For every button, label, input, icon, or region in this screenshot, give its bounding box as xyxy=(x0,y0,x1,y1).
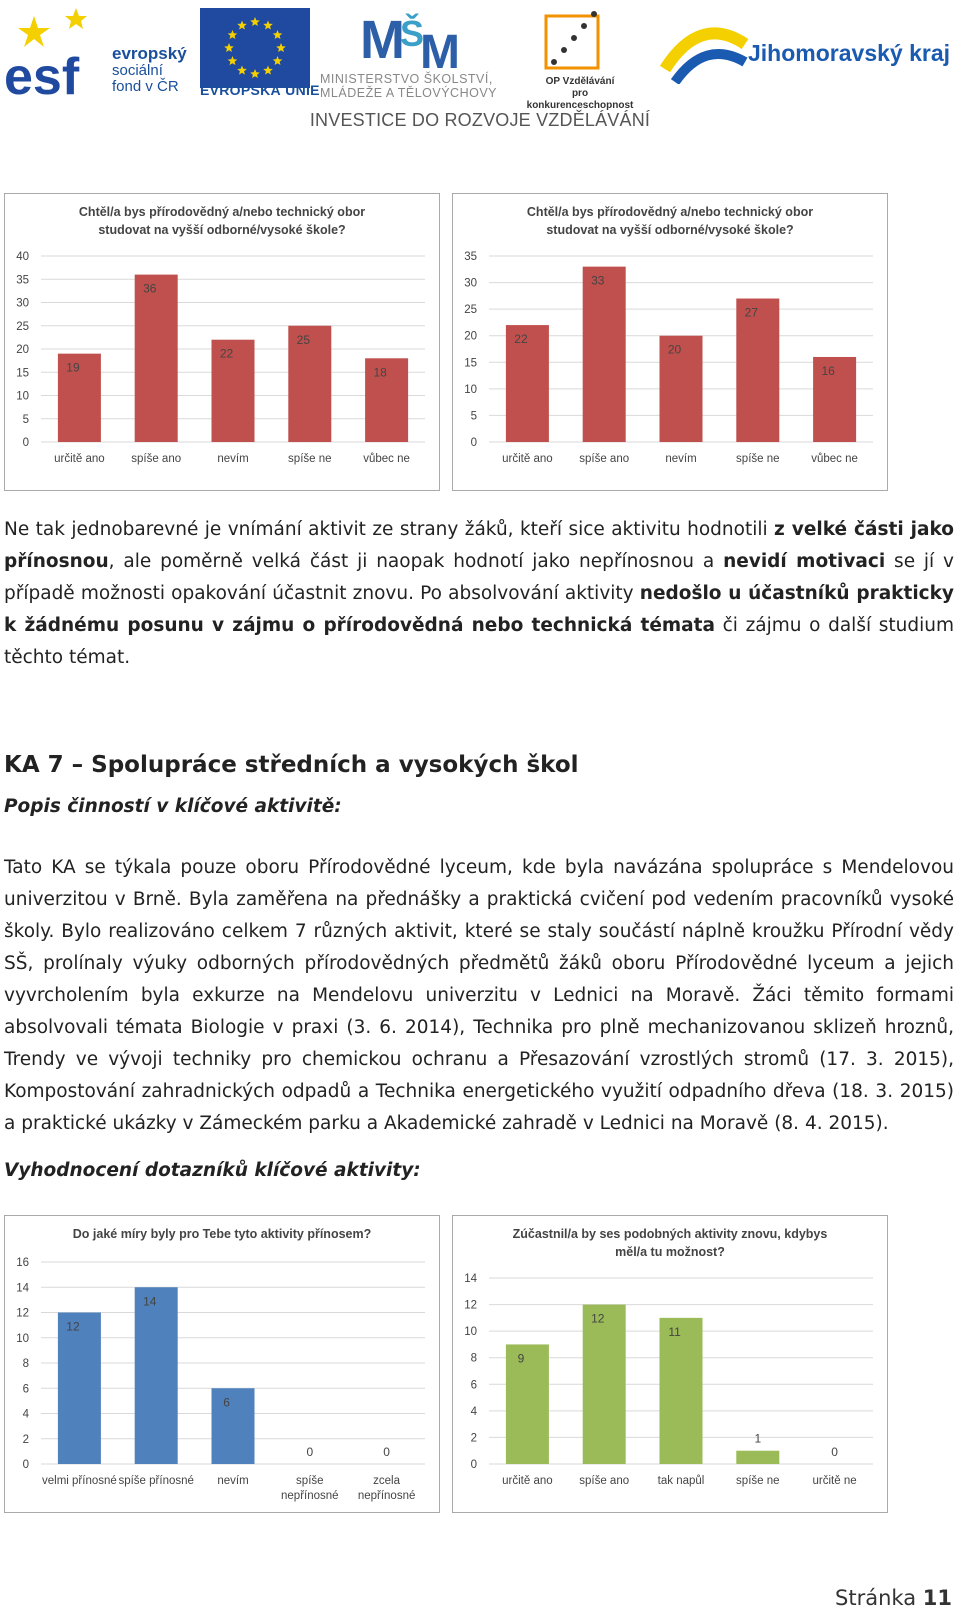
data-label: 36 xyxy=(143,281,157,296)
chart-participate-again xyxy=(452,1215,888,1513)
esf-text: evropský sociální fond v ČR xyxy=(112,44,187,95)
questionnaire-evaluation-subheading: Vyhodnocení dotazníků klíčové aktivity: xyxy=(4,1160,421,1181)
y-tick-label: 20 xyxy=(16,344,29,356)
data-label: 18 xyxy=(373,365,387,380)
y-tick-label: 5 xyxy=(22,413,29,426)
y-tick-label: 20 xyxy=(464,330,477,343)
x-tick-label: vůbec ne xyxy=(811,453,858,465)
data-label: 12 xyxy=(66,1319,80,1334)
bar xyxy=(659,1318,702,1464)
bar xyxy=(736,1451,779,1464)
x-tick-label: spíše ano xyxy=(579,1475,630,1487)
bar xyxy=(736,299,779,442)
x-tick-label: tak napůl xyxy=(657,1475,705,1487)
data-label: 0 xyxy=(306,1445,314,1459)
bar xyxy=(506,1344,549,1464)
page-label: Stránka xyxy=(835,1586,917,1610)
y-tick-label: 25 xyxy=(464,304,477,317)
op-logo xyxy=(540,6,612,78)
chart-svg xyxy=(453,194,887,490)
jihomoravsky-kraj-label: Jihomoravský kraj xyxy=(748,40,951,66)
y-tick-label: 6 xyxy=(470,1379,477,1392)
y-tick-label: 12 xyxy=(16,1307,29,1320)
data-label: 33 xyxy=(591,273,605,288)
chart-svg xyxy=(5,194,439,490)
activity-description-paragraph: Tato KA se týkala pouze oboru Přírodovědné lyceum, kde byla navázána spolupráce s Mendelovou univerzitou v Brně. Byla zaměřena na přednášky a praktická cvičení pod vedením pracovníků vysoké školy. Bylo realizováno celkem 7 různých aktivit, které se staly součástí náplně kroužku Přírodní vědy SŠ, prolínaly výuky odborných přírodovědných předmětů žáků oboru Přírodovědné lyceum a jejich vyvrcholením byla exkurze na Mendelovu univerzitu v Lednici na Moravě. Žáci těmito formami absolvovali témata Biologie v praxi (3. 6. 2014), Technika pro plně mechanizovanou sklizeň hroznů, Trendy ve vývoji techniky pro chemickou ochranu a Přesazování vzrostlých stromů (17. 3. 2015), Kompostování zahradnických odpadů a Technika energetického využití odpadního dřeva (18. 3. 2015) a praktické ukázky v Zámeckém parku a Akademické zahradě v Lednici na Moravě (8. 4. 2015). xyxy=(4,857,954,1134)
activity-description-subheading: Popis činností v klíčové aktivitě: xyxy=(4,796,342,817)
data-label: 14 xyxy=(143,1294,157,1309)
svg-text:M: M xyxy=(420,26,460,76)
y-tick-label: 10 xyxy=(464,1326,477,1339)
data-label: 22 xyxy=(219,346,234,361)
y-tick-label: 15 xyxy=(16,367,29,380)
data-label: 20 xyxy=(667,342,682,357)
header-logos xyxy=(0,0,960,140)
chart-title-line: Chtěl/a bys přírodovědný a/nebo technický obor xyxy=(526,205,814,219)
y-tick-label: 10 xyxy=(16,390,29,403)
page-number: 11 xyxy=(922,1586,952,1610)
svg-text:esf: esf xyxy=(4,48,80,98)
msmt-text: MINISTERSTVO ŠKOLSTVÍ, MLÁDEŽE A TĚLOVÝCHOVY xyxy=(320,72,497,100)
jihomoravsky-kraj-logo xyxy=(660,14,750,84)
bar xyxy=(583,267,626,442)
x-tick-label: spíše ne xyxy=(736,453,780,465)
chart-study-interest-2 xyxy=(452,193,888,491)
data-label: 22 xyxy=(514,332,528,347)
data-label: 9 xyxy=(517,1351,525,1366)
data-label: 25 xyxy=(296,332,311,347)
y-tick-label: 8 xyxy=(470,1352,477,1365)
y-tick-label: 40 xyxy=(16,251,29,263)
y-tick-label: 8 xyxy=(22,1358,29,1370)
x-tick-label: určitě ano xyxy=(502,453,553,465)
y-tick-label: 0 xyxy=(470,1459,477,1471)
msmt-logo xyxy=(358,6,468,76)
x-tick-label: velmi přínosné xyxy=(42,1475,117,1487)
y-tick-label: 0 xyxy=(470,437,477,449)
chart-title-line: měl/a tu možnost? xyxy=(615,1245,725,1259)
y-tick-label: 5 xyxy=(470,410,477,423)
x-tick-label: nevím xyxy=(217,453,249,465)
x-tick-label: spíše ano xyxy=(131,453,182,465)
op-text: OP Vzdělávání pro konkurenceschopnost xyxy=(526,76,634,111)
y-tick-label: 0 xyxy=(22,1459,29,1471)
y-tick-label: 10 xyxy=(16,1332,29,1345)
y-tick-label: 16 xyxy=(16,1257,29,1269)
bar xyxy=(583,1305,626,1464)
x-tick-label: určitě ano xyxy=(502,1475,553,1487)
x-tick-label: spíše ne xyxy=(288,453,332,465)
data-label: 27 xyxy=(744,305,759,320)
y-tick-label: 14 xyxy=(16,1282,29,1295)
bar xyxy=(58,1313,101,1465)
y-tick-label: 25 xyxy=(16,320,29,333)
chart-benefit xyxy=(4,1215,440,1513)
x-tick-label: zcela xyxy=(373,1475,401,1487)
chart-svg xyxy=(453,1216,887,1512)
bar xyxy=(211,1388,254,1464)
chart-title-line: Zúčastnil/a by ses podobných aktivity znovu, kdybys xyxy=(512,1227,828,1241)
data-label: 6 xyxy=(223,1395,230,1410)
x-tick-label: nevím xyxy=(665,453,697,465)
data-label: 16 xyxy=(821,363,835,378)
y-tick-label: 30 xyxy=(16,297,29,310)
y-tick-label: 35 xyxy=(464,251,477,263)
x-tick-label: spíše ne xyxy=(736,1475,780,1487)
x-tick-label: spíše ano xyxy=(579,453,630,465)
y-tick-label: 10 xyxy=(464,383,477,396)
data-label: 12 xyxy=(591,1311,605,1326)
page-footer xyxy=(835,1586,952,1610)
investment-slogan: INVESTICE DO ROZVOJE VZDĚLÁVÁNÍ xyxy=(309,110,651,130)
x-tick-label: určitě ano xyxy=(54,453,105,465)
data-label: 0 xyxy=(831,1445,838,1459)
bar xyxy=(135,275,178,442)
x-tick-label: spíše přínosné xyxy=(118,1475,194,1487)
evaluation-paragraph: Ne tak jednobarevné je vnímání aktivit ze strany žáků, kteří sice aktivitu hodnotili z velké části jako přínosnou, ale poměrně velká část ji naopak hodnotí jako nepřínosnou a nevidí motivaci se jí v případě možnosti opakování účastnit znovu. Po absolvování aktivity nedošlo u účastníků prakticky k žádnému posunu v zájmu o přírodovědná nebo technická témata či zájmu o další studium těchto témat. xyxy=(4,519,954,668)
svg-text:Š: Š xyxy=(400,13,425,54)
chart-title-line: Do jaké míry byly pro Tebe tyto aktivity přínosem? xyxy=(72,1227,372,1241)
data-label: 0 xyxy=(383,1445,390,1459)
chart-title-line: studovat na vyšší odborné/vysoké škole? xyxy=(546,223,794,237)
data-label: 1 xyxy=(754,1431,762,1446)
y-tick-label: 15 xyxy=(464,357,477,370)
eu-flag-icon xyxy=(200,8,310,88)
y-tick-label: 2 xyxy=(22,1433,29,1446)
y-tick-label: 30 xyxy=(464,277,477,290)
x-tick-label: nepřínosné xyxy=(281,1490,339,1502)
x-tick-label: spíše xyxy=(296,1475,324,1487)
x-tick-label: určitě ne xyxy=(812,1475,857,1487)
y-tick-label: 12 xyxy=(464,1299,477,1312)
chart-title-line: Chtěl/a bys přírodovědný a/nebo technický obor xyxy=(78,205,366,219)
esf-logo xyxy=(4,8,102,98)
y-tick-label: 14 xyxy=(464,1273,477,1285)
data-label: 11 xyxy=(668,1324,681,1339)
eu-label: EVROPSKÁ UNIE xyxy=(200,82,320,98)
y-tick-label: 4 xyxy=(22,1408,29,1421)
svg-text:M: M xyxy=(360,10,405,70)
x-tick-label: nevím xyxy=(217,1475,249,1487)
data-label: 19 xyxy=(66,360,80,375)
y-tick-label: 35 xyxy=(16,274,29,287)
x-tick-label: nepřínosné xyxy=(357,1490,416,1502)
y-tick-label: 0 xyxy=(22,437,29,449)
x-tick-label: vůbec ne xyxy=(363,453,410,465)
y-tick-label: 4 xyxy=(470,1405,477,1418)
bar xyxy=(135,1287,178,1464)
section-heading: KA 7 – Spolupráce středních a vysokých škol xyxy=(4,752,579,778)
y-tick-label: 2 xyxy=(470,1432,477,1445)
y-tick-label: 6 xyxy=(22,1383,29,1396)
chart-study-interest-1 xyxy=(4,193,440,491)
chart-title-line: studovat na vyšší odborné/vysoké škole? xyxy=(98,223,346,237)
chart-svg xyxy=(5,1216,439,1512)
